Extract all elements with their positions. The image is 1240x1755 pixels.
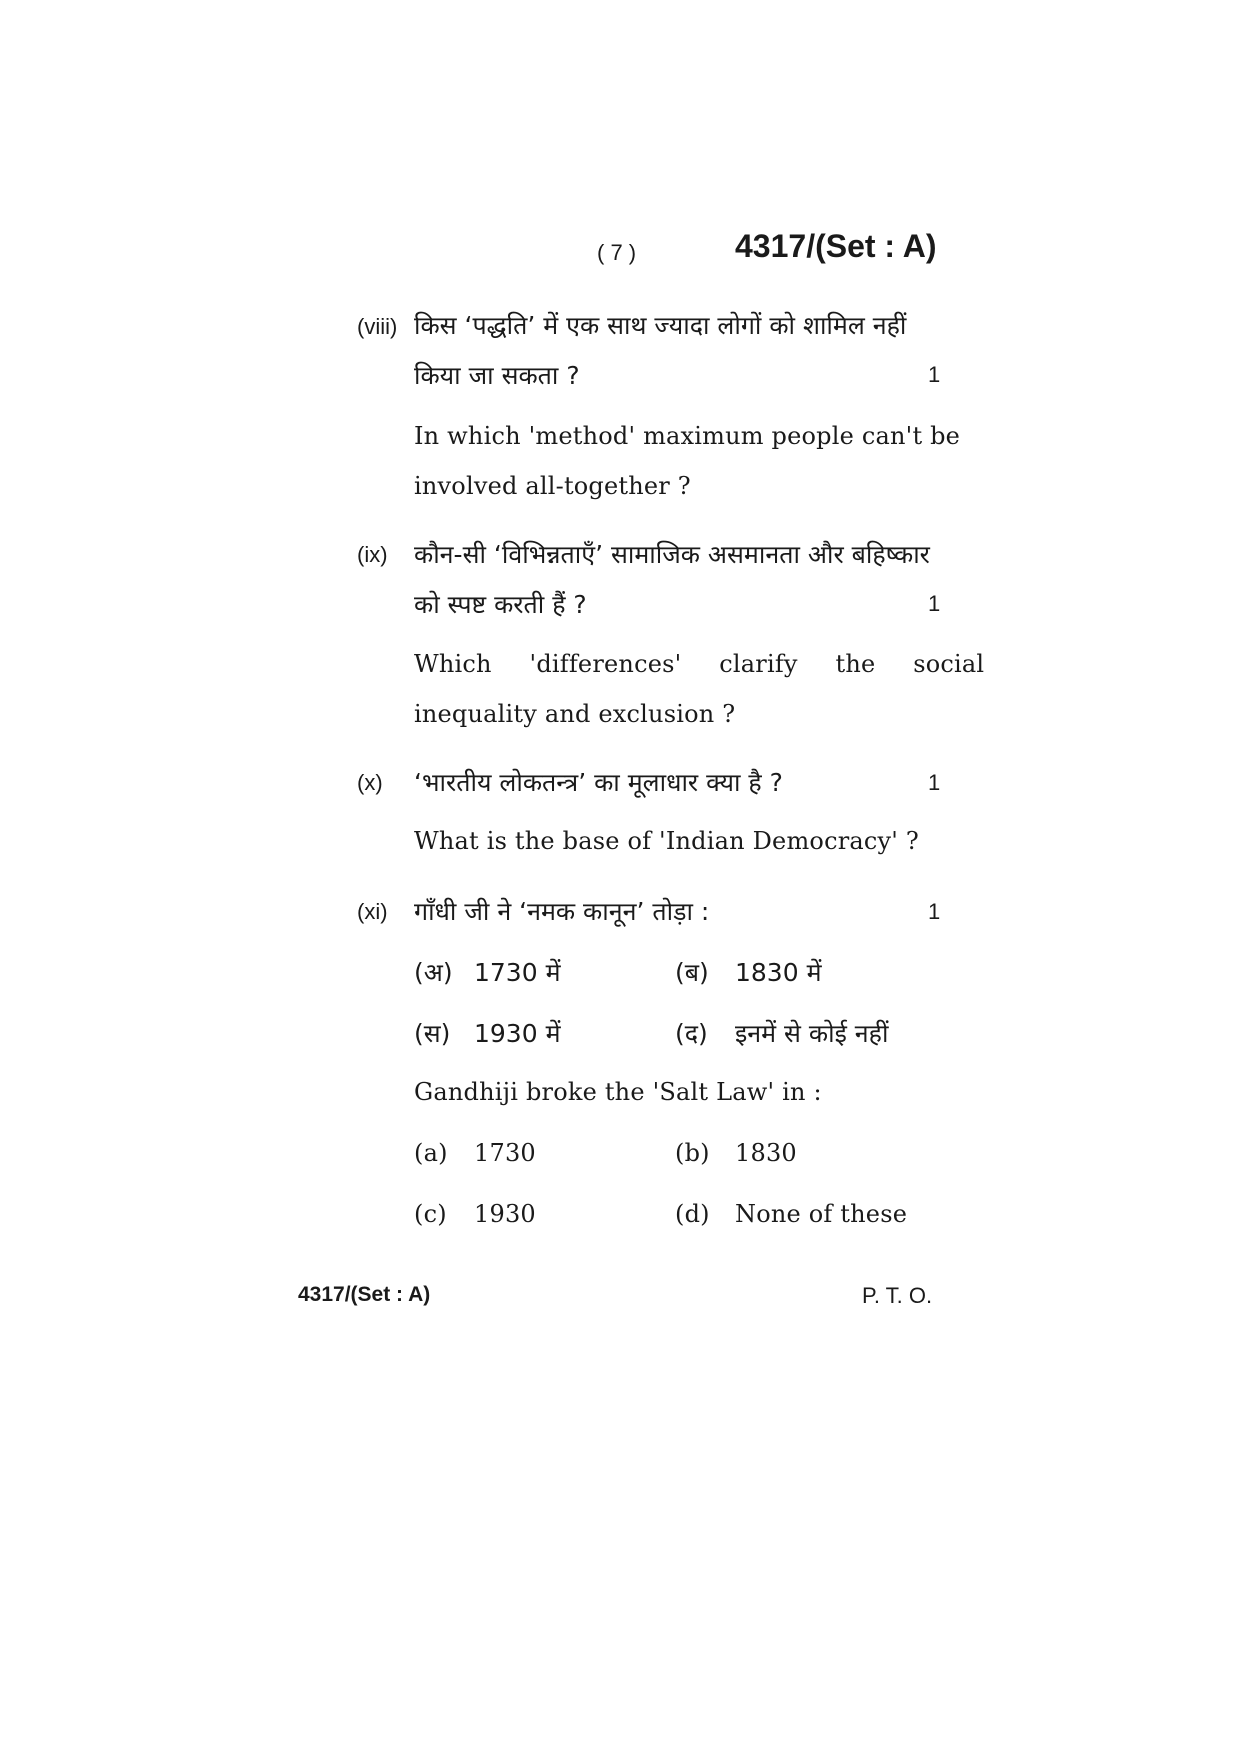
option-d-english-text: None of these <box>735 1200 908 1228</box>
question-xi-marks: 1 <box>928 899 941 924</box>
option-a-english-label: (a) <box>414 1139 448 1167</box>
question-viii-hindi-line1 <box>414 308 942 342</box>
question-viii-hindi-line2: किया जा सकता ? <box>414 361 580 390</box>
question-number-ix: (ix) <box>357 542 388 567</box>
question-viii-english-line1: In which 'method' maximum people can't be <box>414 422 961 450</box>
question-viii-english-line2: involved all-together ? <box>414 472 691 500</box>
option-a-english-text: 1730 <box>474 1139 536 1167</box>
option-b-hindi-text: 1830 में <box>735 958 822 987</box>
question-ix-hindi-line2: को स्पष्ट करती हैं ? <box>414 590 587 619</box>
question-ix-english-line2: inequality and exclusion ? <box>414 700 736 728</box>
page-number: ( 7 ) <box>597 240 637 265</box>
option-d-english-label: (d) <box>675 1200 710 1228</box>
question-ix-marks: 1 <box>928 591 941 616</box>
option-b-english-label: (b) <box>675 1139 710 1167</box>
question-xi-english-line1: Gandhiji broke the 'Salt Law' in : <box>414 1078 822 1106</box>
question-number-x: (x) <box>357 770 383 795</box>
question-ix-english-line1: Which 'differences' clarify the social <box>414 650 985 678</box>
paper-code-footer: 4317/(Set : A) <box>298 1283 431 1306</box>
option-a-hindi-label: (अ) <box>414 958 453 987</box>
option-c-english-text: 1930 <box>474 1200 536 1228</box>
question-x-marks: 1 <box>928 770 941 795</box>
question-number-viii: (viii) <box>357 314 398 339</box>
option-d-hindi-label: (द) <box>675 1019 708 1048</box>
option-c-english-label: (c) <box>414 1200 447 1228</box>
paper-code-header: 4317/(Set : A) <box>735 228 937 264</box>
page-turn-over: P. T. O. <box>862 1283 933 1308</box>
question-xi-hindi-line1: गाँधी जी ने ‘नमक कानून’ तोड़ा : <box>414 897 710 926</box>
option-a-hindi-text: 1730 में <box>474 958 561 987</box>
question-number-xi: (xi) <box>357 899 388 924</box>
question-ix-hindi-line1: कौन-सी ‘विभिन्नताएँ’ सामाजिक असमानता और बहिष्कार <box>414 540 930 569</box>
question-viii-marks: 1 <box>928 362 941 387</box>
question-x-english-line1: What is the base of 'Indian Democracy' ? <box>414 827 919 855</box>
question-viii-hindi-text1: किस ‘पद्धति’ में एक साथ ज्यादा लोगों को शामिल नहीं <box>414 311 907 340</box>
question-x-hindi-line1: ‘भारतीय लोकतन्त्र’ का मूलाधार क्या है ? <box>414 768 783 797</box>
option-c-hindi-text: 1930 में <box>474 1019 561 1048</box>
option-b-english-text: 1830 <box>735 1139 797 1167</box>
option-d-hindi-text: इनमें से कोई नहीं <box>735 1019 889 1048</box>
option-c-hindi-label: (स) <box>414 1019 451 1048</box>
option-b-hindi-label: (ब) <box>675 958 709 987</box>
